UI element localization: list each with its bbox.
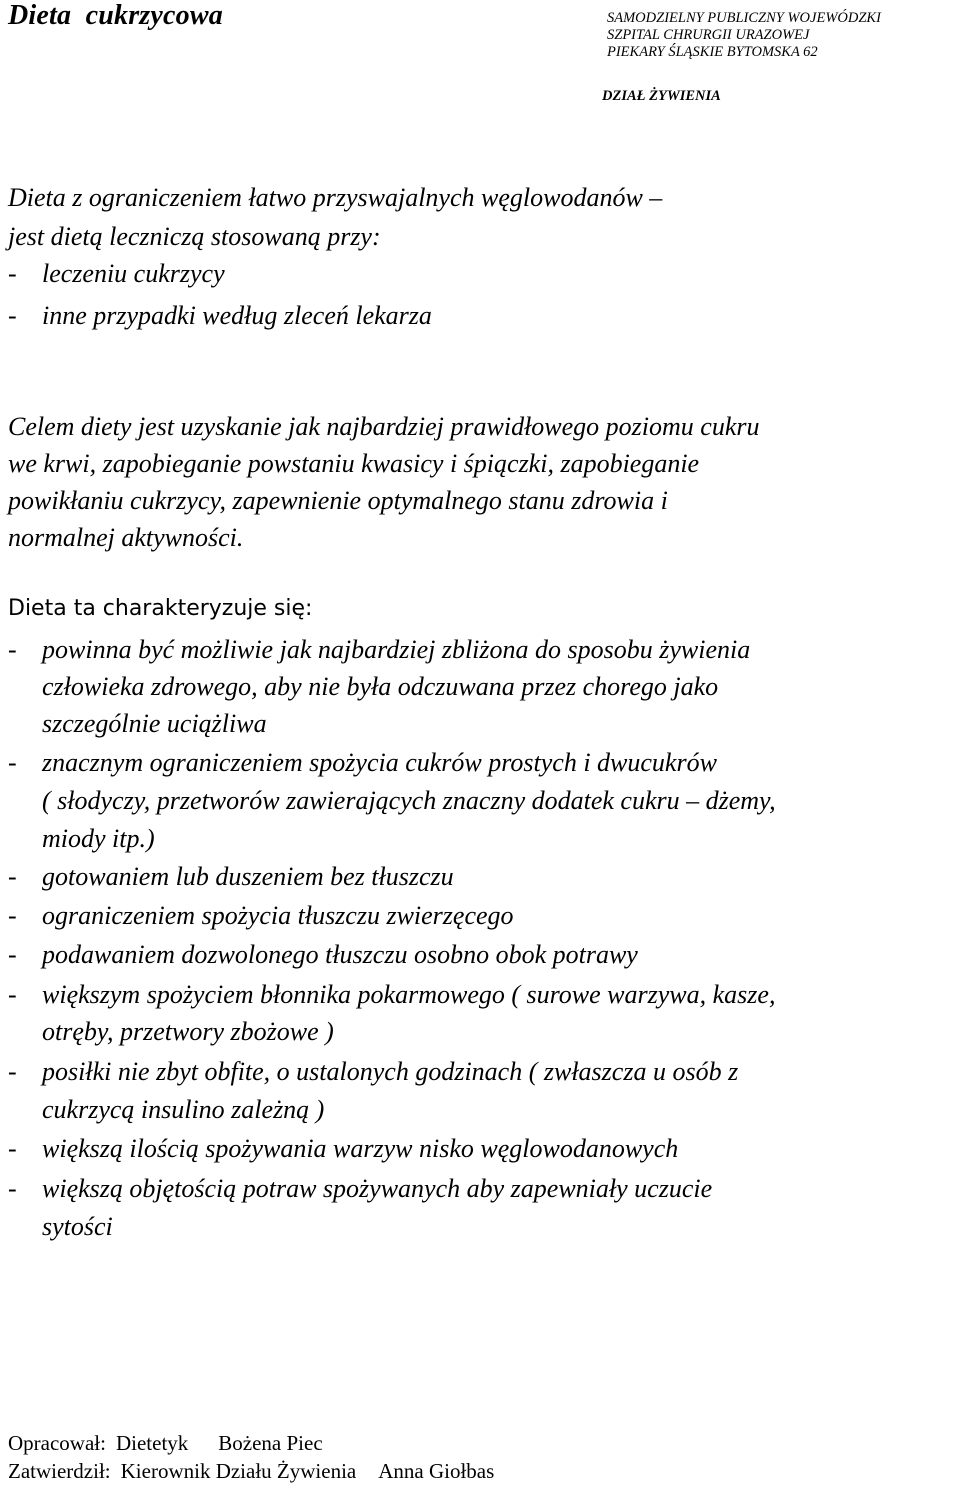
char-item-continuation: ( słodyczy, przetworów zawierających znaczny dodatek cukru – dżemy,	[42, 786, 776, 815]
institution-line: SAMODZIELNY PUBLICZNY WOJEWÓDZKI	[607, 10, 881, 26]
char-item	[8, 748, 717, 778]
char-item	[8, 1057, 738, 1087]
institution-line: SZPITAL CHRURGII URAZOWEJ	[607, 27, 810, 43]
dash-bullet: -	[8, 301, 17, 330]
footer-approved	[8, 1458, 494, 1484]
char-item	[8, 980, 775, 1010]
char-item-continuation: szczególnie uciążliwa	[42, 709, 267, 738]
approved-name: Anna Giołbas	[378, 1459, 495, 1483]
footer-prepared	[8, 1430, 323, 1456]
char-item-text: większą objętością potraw spożywanych aby zapewniały uczucie	[42, 1174, 713, 1203]
char-item-text: powinna być możliwie jak najbardziej zbliżona do sposobu żywienia	[42, 635, 751, 664]
char-item-text: znacznym ograniczeniem spożycia cukrów prostych i dwucukrów	[42, 748, 717, 777]
dash-bullet: -	[8, 940, 17, 969]
prepared-label: Opracował:	[8, 1431, 106, 1455]
char-item	[8, 635, 750, 665]
char-item-text: ograniczeniem spożycia tłuszczu zwierzęcego	[42, 901, 514, 930]
char-item-continuation: miody itp.)	[42, 824, 155, 853]
char-item	[8, 1174, 712, 1204]
intro-list-item	[8, 259, 225, 289]
institution-line: PIEKARY ŚLĄSKIE BYTOMSKA 62	[607, 44, 818, 60]
char-item-text: gotowaniem lub duszeniem bez tłuszczu	[42, 862, 454, 891]
char-item-text: posiłki nie zbyt obfite, o ustalonych godzinach ( zwłaszcza u osób z	[42, 1057, 739, 1086]
prepared-name: Bożena Piec	[218, 1431, 323, 1455]
char-item-continuation: człowieka zdrowego, aby nie była odczuwana przez chorego jako	[42, 672, 719, 701]
goal-line: powikłaniu cukrzycy, zapewnienie optymalnego stanu zdrowia i	[8, 486, 668, 515]
approved-role: Kierownik Działu Żywienia	[120, 1459, 357, 1483]
dash-bullet: -	[8, 1174, 17, 1203]
dash-bullet: -	[8, 1057, 17, 1086]
char-item-continuation: otręby, przetwory zbożowe )	[42, 1017, 334, 1046]
char-item	[8, 1134, 678, 1164]
char-item-text: podawaniem dozwolonego tłuszczu osobno obok potrawy	[42, 940, 638, 969]
goal-line: normalnej aktywności.	[8, 523, 244, 552]
dash-bullet: -	[8, 980, 17, 1009]
dash-bullet: -	[8, 1134, 17, 1163]
prepared-role: Dietetyk	[115, 1431, 189, 1455]
char-item-continuation: cukrzycą insulino zależną )	[42, 1095, 325, 1124]
approved-label: Zatwierdził:	[8, 1459, 111, 1483]
char-item-text: większym spożyciem błonnika pokarmowego ( surowe warzywa, kasze,	[42, 980, 776, 1009]
char-item-continuation: sytości	[42, 1212, 113, 1241]
dash-bullet: -	[8, 259, 17, 288]
char-item	[8, 940, 638, 970]
intro-line: jest dietą leczniczą stosowaną przy:	[8, 222, 381, 251]
dash-bullet: -	[8, 748, 17, 777]
intro-line: Dieta z ograniczeniem łatwo przyswajalnych węglowodanów –	[8, 183, 663, 212]
dash-bullet: -	[8, 635, 17, 664]
char-item-text: większą ilością spożywania warzyw nisko węglowodanowych	[42, 1134, 679, 1163]
char-item	[8, 901, 514, 931]
characteristics-heading: Dieta ta charakteryzuje się:	[8, 596, 313, 621]
institution-block	[607, 10, 881, 61]
list-item-text: leczeniu cukrzycy	[42, 259, 225, 288]
goal-line: we krwi, zapobieganie powstaniu kwasicy i śpiączki, zapobieganie	[8, 449, 700, 478]
list-item-text: inne przypadki według zleceń lekarza	[42, 301, 432, 330]
char-item	[8, 862, 454, 892]
document-title: Dieta cukrzycowa	[8, 0, 223, 31]
goal-line: Celem diety jest uzyskanie jak najbardziej prawidłowego poziomu cukru	[8, 412, 760, 441]
department-label: DZIAŁ ŻYWIENIA	[602, 88, 721, 104]
dash-bullet: -	[8, 901, 17, 930]
dash-bullet: -	[8, 862, 17, 891]
intro-list-item	[8, 301, 432, 331]
